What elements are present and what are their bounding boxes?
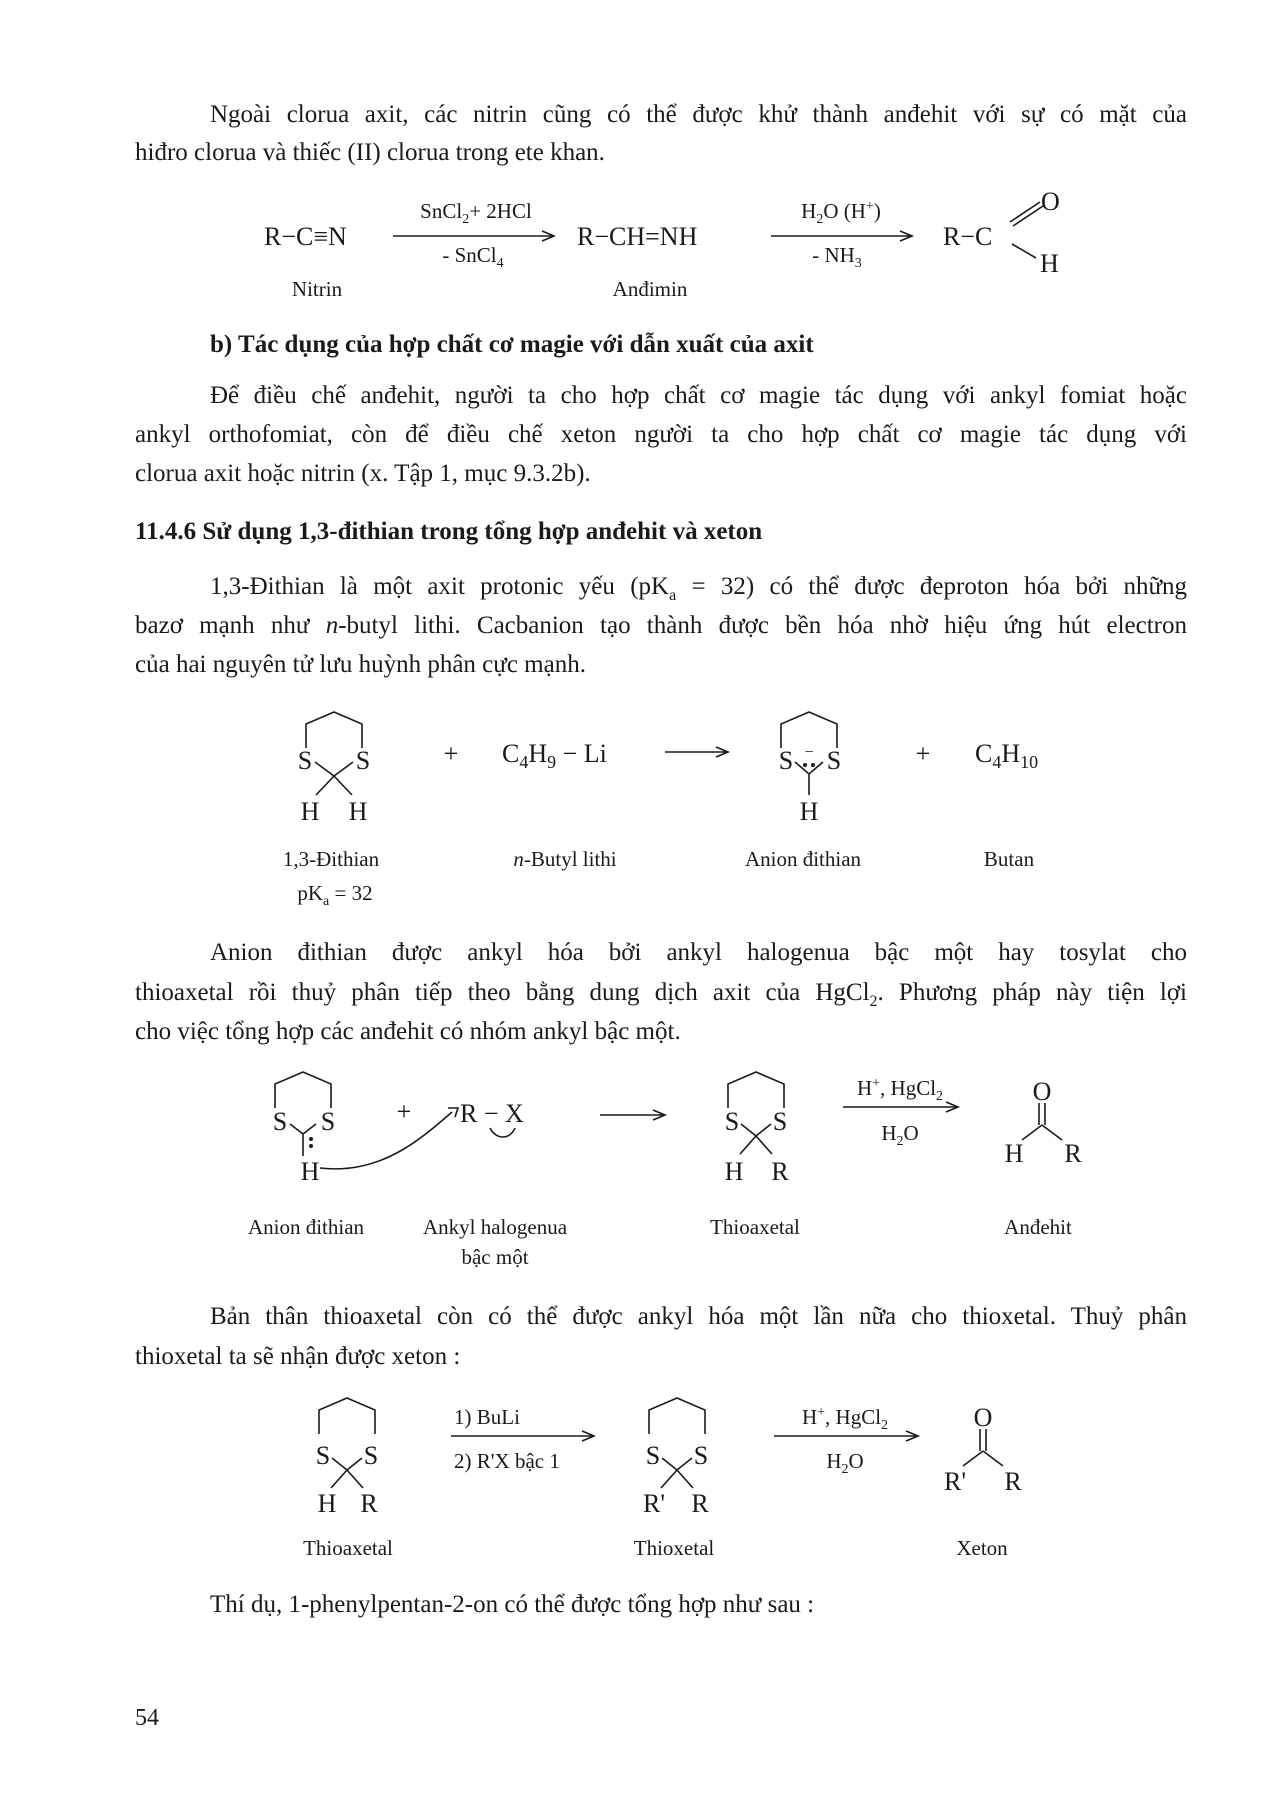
plus-sign: +	[443, 739, 459, 768]
plus-sign: +	[915, 739, 931, 768]
paragraph-6: Thí dụ, 1-phenylpentan-2-on có thể được tổng hợp như sau :	[210, 1591, 815, 1618]
label-alkyl-halide: Ankyl halogenua	[422, 1215, 568, 1239]
plus-sign: +	[396, 1097, 412, 1126]
sulfur-atom: S	[724, 1107, 740, 1136]
heading-b: b) Tác dụng của hợp chất cơ magie với dẫn xuất của axit	[210, 331, 814, 358]
step1-reagent: 1) BuLi	[454, 1405, 520, 1429]
thioketal-scheme	[303, 1398, 1022, 1560]
alkyl-group: R	[1004, 1467, 1022, 1496]
step2-reagent: 2) R'X bậc 1	[454, 1449, 560, 1473]
dithiane-ring	[319, 1398, 375, 1434]
label-thioketal: Thioxetal	[633, 1536, 715, 1560]
label-anion: Anion đithian	[744, 847, 862, 871]
sulfur-atom: S	[645, 1441, 661, 1470]
label-butane: Butan	[983, 847, 1035, 871]
hydrogen-atom: H	[348, 797, 368, 826]
arrow1-reagent-above: SnCl$_2$+ 2HCl	[420, 199, 532, 227]
alkyl-group: R	[691, 1489, 709, 1518]
hydrogen-atom: H	[1004, 1139, 1024, 1168]
dithiane-ring	[306, 712, 362, 748]
paragraph-4-line-1: Anion đithian được ankyl hóa bởi ankyl halogenua bậc một hay tosylat cho	[210, 939, 1187, 966]
alkyl-group: R	[1064, 1139, 1082, 1168]
paragraph-3-line-3: của hai nguyên tử lưu huỳnh phân cực mạnh.	[135, 651, 586, 678]
dithiane-deprotonation-scheme	[283, 712, 1038, 909]
paragraph-4-line-3: cho việc tổng hợp các anđehit có nhóm ankyl bậc một.	[135, 1018, 681, 1045]
alkyl-halide-formula: R − X	[460, 1099, 524, 1128]
label-aldehyde: Anđehit	[1004, 1215, 1072, 1239]
label-thioacetal: Thioaxetal	[710, 1215, 800, 1239]
dithiane-ring	[649, 1398, 705, 1434]
dithiane-ring	[781, 712, 837, 748]
sulfur-atom: S	[693, 1441, 709, 1470]
hydrogen-atom: H	[317, 1489, 337, 1518]
alkyl-group-prime: R'	[642, 1489, 666, 1518]
paragraph-2-line-2: ankyl orthofomiat, còn để điều chế xeton người ta cho hợp chất cơ magie tác dụng với	[135, 421, 1187, 448]
nitrile-reduction-scheme	[264, 187, 1060, 301]
page-number: 54	[135, 1705, 159, 1731]
aldehyde-oxygen: O	[1041, 187, 1060, 216]
alkyl-group: R	[771, 1157, 789, 1186]
label-aldimine: Anđimin	[612, 277, 688, 301]
paragraph-1-line-1: Ngoài clorua axit, các nitrin cũng có thể được khử thành anđehit với sự có mặt của	[210, 101, 1187, 128]
curved-arrow	[320, 1112, 452, 1169]
aldehyde-hydrogen: H	[1040, 249, 1059, 278]
curved-arrow	[490, 1128, 515, 1137]
hydrolysis-reagent-above: H+, HgCl$_2$	[856, 1076, 944, 1104]
sulfur-atom: S	[772, 1107, 788, 1136]
alkyl-group-prime: R'	[943, 1467, 967, 1496]
label-dithiane: 1,3-Đithian	[282, 847, 380, 871]
hydrogen-atom: H	[799, 797, 819, 826]
carbonyl-oxygen: O	[1032, 1077, 1052, 1106]
butane-formula: $C_4H_{10}$	[975, 739, 1039, 772]
label-pka: $pK_a = 32$	[297, 881, 373, 909]
paragraph-2-line-1: Để điều chế anđehit, người ta cho hợp chất cơ magie tác dụng với ankyl fomiat hoặc	[210, 382, 1187, 409]
sulfur-atom: S	[320, 1107, 336, 1136]
label-alkyl-halide-2: bậc một	[461, 1245, 529, 1269]
label-anion: Anion đithian	[247, 1215, 365, 1239]
dithiane-alkylation-scheme	[248, 1072, 1082, 1269]
hydrolysis-reagent-below: $H_2O$	[881, 1121, 919, 1149]
section-heading: 11.4.6 Sử dụng 1,3-đithian trong tổng hợp anđehit và xeton	[135, 518, 763, 545]
sulfur-atom: S	[297, 746, 313, 775]
dithiane-ring	[275, 1072, 331, 1108]
paragraph-4-line-2: thioaxetal rồi thuỷ phân tiếp theo bằng dung dịch axit của HgCl$_2$. Phương pháp này tiện lợi	[135, 979, 1187, 1010]
paragraph-3-line-1: 1,3-Đithian là một axit protonic yếu $(pK_a = 32)$ có thể được đeproton hóa bởi những	[210, 573, 1187, 604]
label-butyllithium: n-Butyl lithi	[513, 847, 617, 871]
sulfur-atom: S	[778, 746, 794, 775]
arrow2-reagent-above: $H_2O$ (H+)	[801, 199, 881, 227]
aldehyde-rc: R−C	[943, 222, 993, 251]
sulfur-atom: S	[826, 746, 842, 775]
hydrogen-atom: H	[300, 797, 320, 826]
butyllithium-formula: $C_4H_9 - Li$	[502, 739, 607, 772]
sulfur-atom: S	[363, 1441, 379, 1470]
alkyl-group: R	[360, 1489, 378, 1518]
paragraph-5-line-1: Bản thân thioaxetal còn có thể được ankyl hóa một lần nữa cho thioxetal. Thuỷ phân	[210, 1303, 1187, 1330]
hydrogen-atom: H	[724, 1157, 744, 1186]
sulfur-atom: S	[355, 746, 371, 775]
hydrolysis-reagent-above: H+, HgCl$_2$	[801, 1405, 889, 1433]
carbonyl-oxygen: O	[973, 1403, 993, 1432]
paragraph-5-line-2: thioxetal ta sẽ nhận được xeton :	[135, 1343, 461, 1370]
label-thioacetal: Thioaxetal	[303, 1536, 393, 1560]
negative-charge: −	[804, 744, 814, 761]
sulfur-atom: S	[315, 1441, 331, 1470]
aldimine-formula: R−CH=NH	[577, 222, 698, 251]
label-ketone: Xeton	[956, 1536, 1008, 1560]
label-nitrile: Nitrin	[291, 277, 343, 301]
sulfur-atom: S	[272, 1107, 288, 1136]
dithiane-ring	[728, 1072, 784, 1108]
arrow2-reagent-below: - $NH_3$	[812, 243, 862, 271]
hydrogen-atom: H	[300, 1157, 320, 1186]
arrow1-reagent-below: - SnCl$_4$	[442, 243, 504, 271]
paragraph-2-line-3: clorua axit hoặc nitrin (x. Tập 1, mục 9.3.2b).	[135, 460, 591, 487]
paragraph-3-line-2: bazơ mạnh như n-butyl lithi. Cacbanion tạo thành được bền hóa nhờ hiệu ứng hút electron	[135, 612, 1187, 639]
hydrolysis-reagent-below: $H_2O$	[826, 1449, 864, 1477]
paragraph-1-line-2: hiđro clorua và thiếc (II) clorua trong ete khan.	[135, 139, 605, 166]
nitrile-formula: R−C≡N	[264, 222, 347, 251]
